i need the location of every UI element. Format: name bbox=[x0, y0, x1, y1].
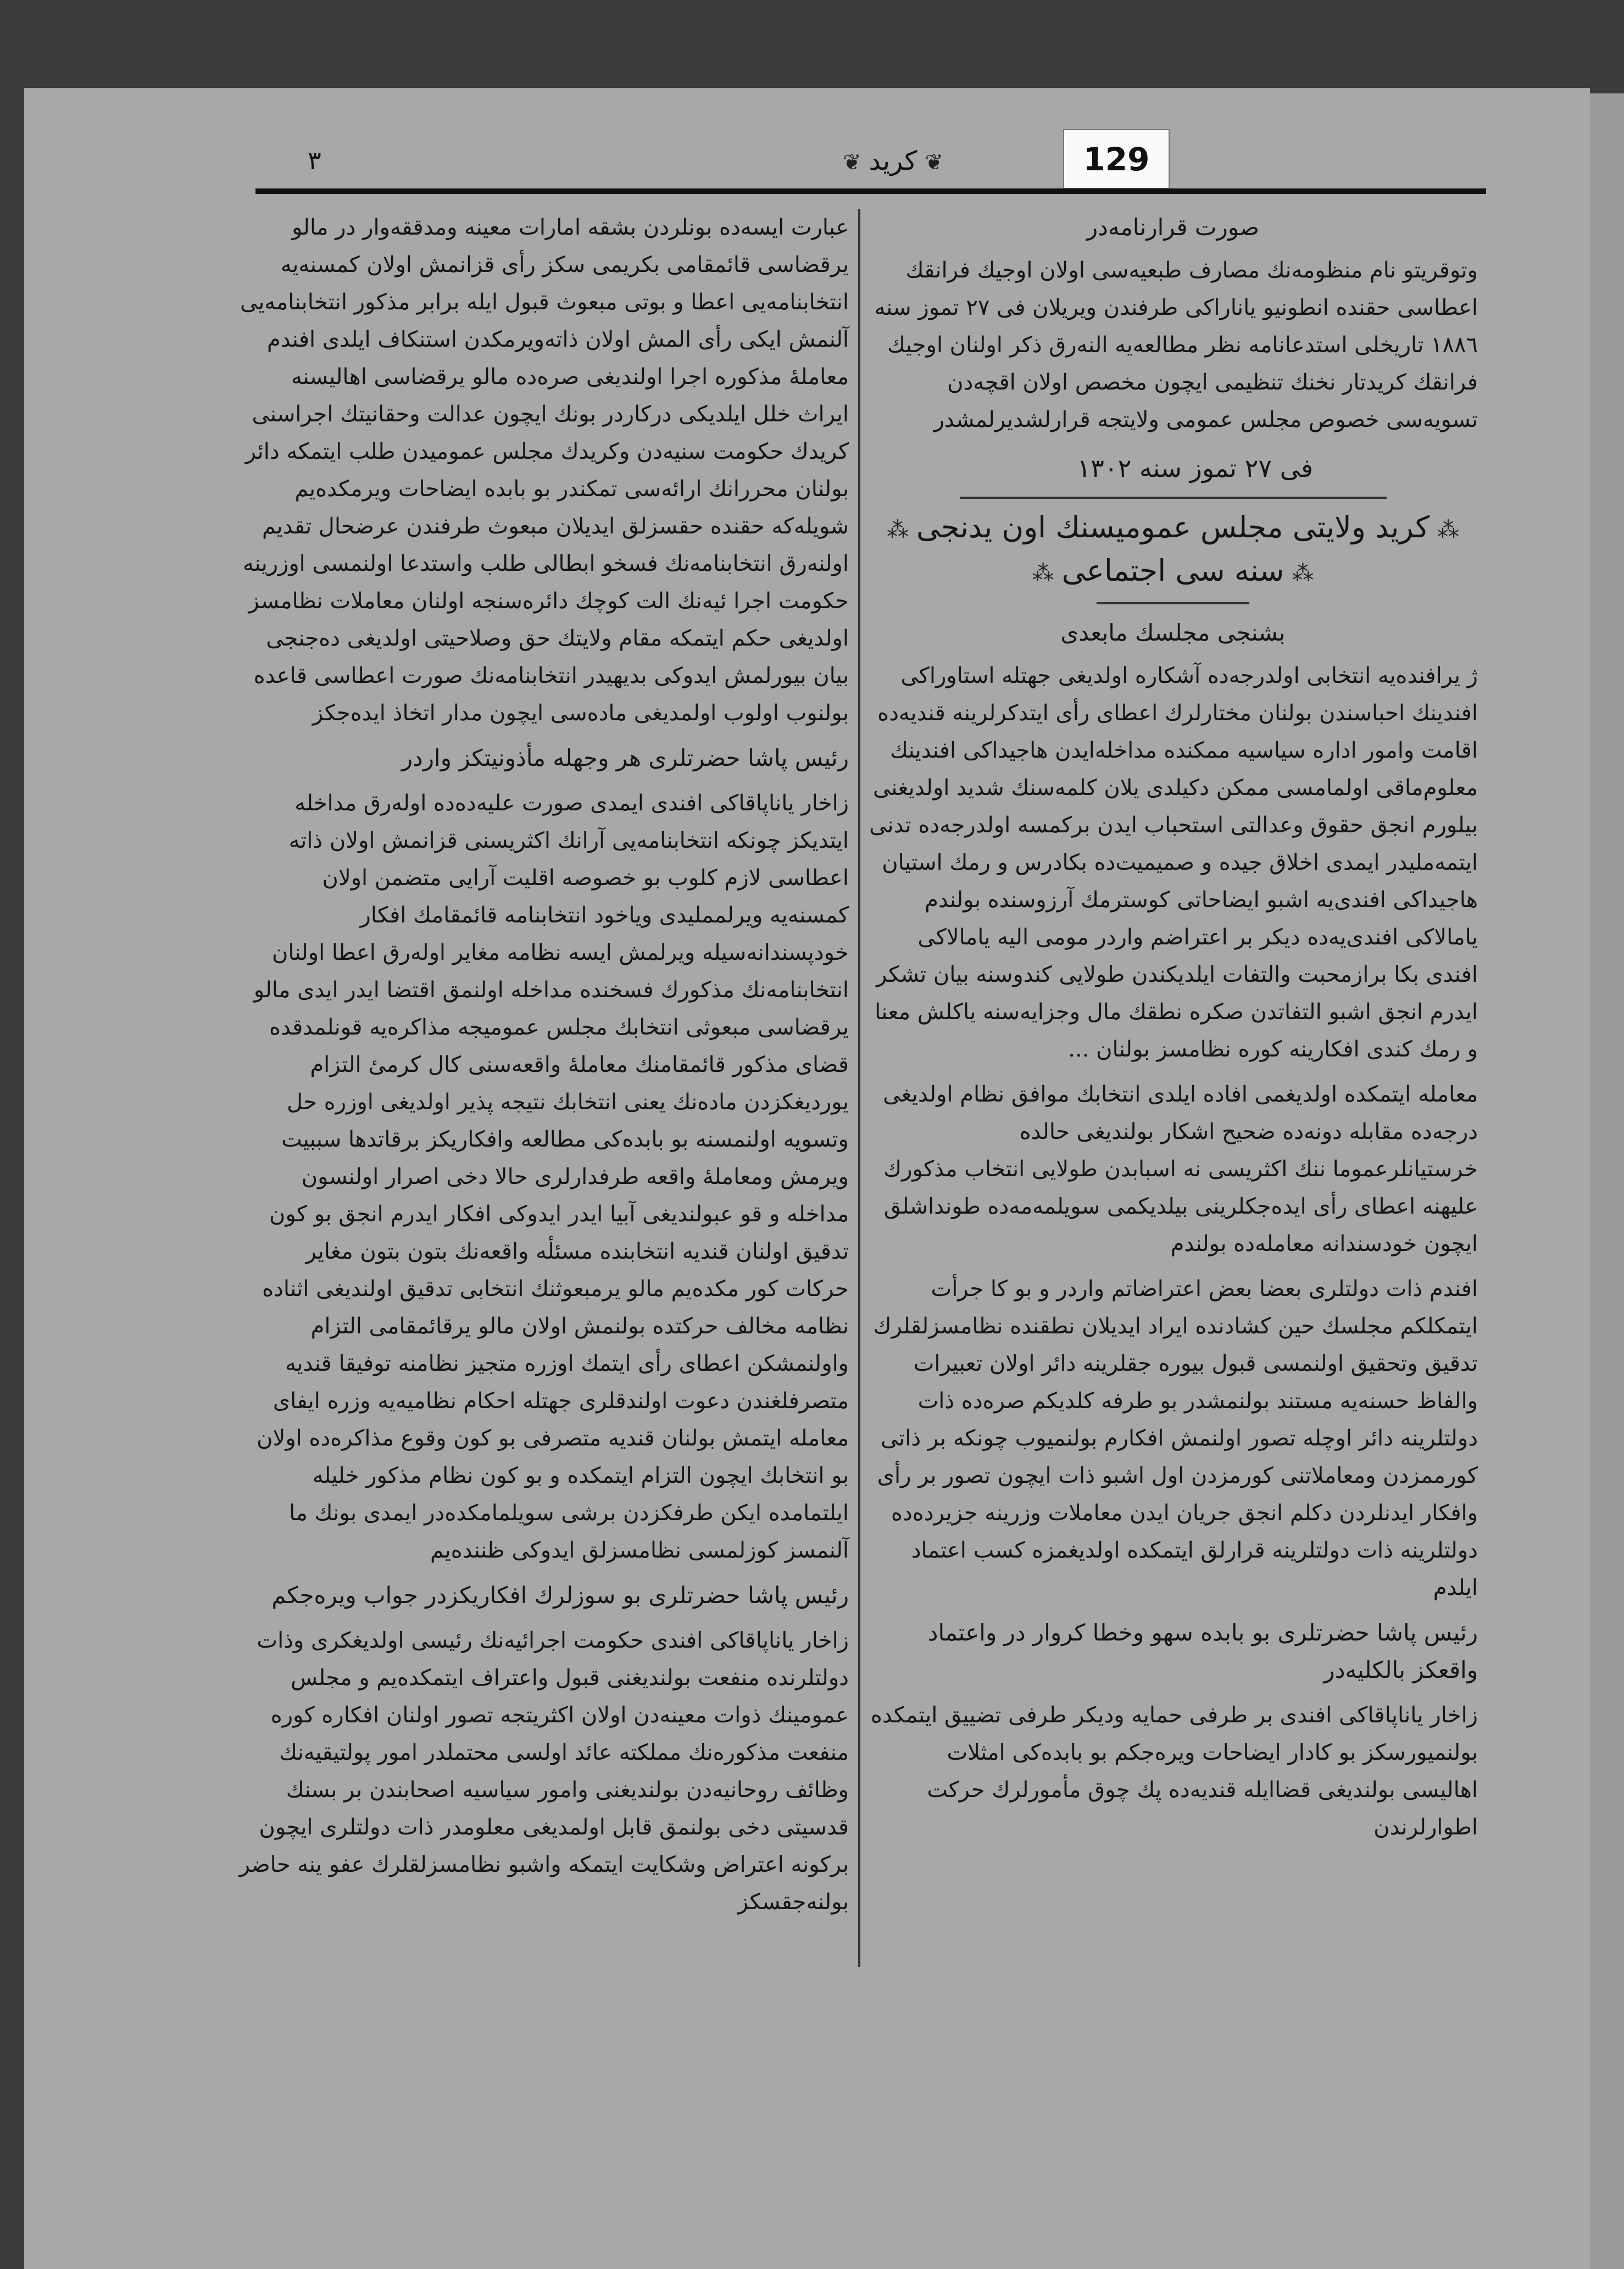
column-divider bbox=[858, 209, 860, 1967]
decision-text: وتوقریتو نام منظومه‌نك مصارف طبعیه‌سی اولان اوجیك فرانقك اعطاسی حقنده انطونیو یاناراكی طرفندن ویریلان فی ٢٧ تموز سنه ١٨٨٦ تاریخلی استدعانامه نظر مطالعه‌یه النه‌رق ذكر اولنان اوجیك فرانقك كریدتار نخنك تنظیمی ایچون مخصص اولان اقچه‌دن تسویه‌سی خصوص مجلس عمومی‌ ولایتجه قرارلشدیرلمشدر bbox=[874, 258, 1478, 432]
speech-paragraph: زاخار یاناپاقاكی افندی حكومت اجرائیه‌نك رئیسی اولدیغكری وذات دولتلرنده منفعت بولندیغنی قبول واعتراف ایتمكده‌یم و مجلس عمومینك ذوات معینه‌دن اولان اكثریتجه تصور اولنان افكاره كوره منفعت مذكوره‌نك مملكته عائد اولسی محتملدر امور پولتیقیه‌نك وظائف روحانیه‌دن بولندیغنی وامور سیاسیه اصحابندن بر بسنك قدسیتی دخی بولنمق قابل اولمدیغی معلومدر ذات دولتلری ایچون بركونه اعتراض وشكایت ایتمكه واشبو نظامسزلقلرك عفو ینه حاضر بولنه‌جقسكز bbox=[239, 1628, 849, 1915]
flourish-left-icon: ❦ bbox=[925, 150, 943, 175]
ornament-icon: ⁂ bbox=[1292, 561, 1314, 586]
assembly-heading-line1: كريد ولايتى مجلس عموميسنك اون يدنجى bbox=[916, 510, 1430, 544]
speech-paragraph: افندم ذات دولتلری بعضا بعض اعتراضاتم واردر و بو كا جرأت ایتمكلكم مجلسك حین كشادنده ایراد ایدیلان نطقنده نظامسزلقلرك تدقیق وتحقیق اولنمسی قبول بیوره جقلرینه دائر اولان تعبیرات والفاظ حسنه‌یه مستند بولنمشدر بو طرفه‌ كلدیكم صره‌ده ذات دولتلرینه دائر اوچله تصور اولنمش افكارم بولنمیوب چونكه بر ذاتی كورممزدن ومعاملاتنی كورمزدن اول اشبو ذات ایچون تصور بر رأی وافكار ایدنلردن دكلم انجق جریان ایدن معاملات وزرینه جزیرده‌ده دولتلرینه ذات دولتلرینه قرارلق ایتمكده اولدیغمزه كسب اعتماد ایلدم bbox=[873, 1276, 1478, 1600]
speech-paragraph: رئیس پاشا حضرتلری بو بابده‌ سهو وخطا كروار در واعتماد واقعكز بالكلیه‌در bbox=[927, 1619, 1478, 1683]
decision-date: فی ٢٧ تموز سنه ١٣٠٢ bbox=[1077, 453, 1313, 483]
archive-number-stamp: 129 bbox=[1063, 129, 1170, 189]
speech-paragraph: عبارت ایسه‌ده بونلردن بشقه امارات معینه ومدققه‌وار در مالو یرقضاسی قائمقامی بكریمی سكز رأی قزانمش اولان كمسنه‌یه انتخابنامه‌یی اعطا و بوتی مبعوث قبول ایله برابر مذكور انتخابنامه‌یی آلنمش ایکی رأی المش اولان ذاته‌ویرمكدن استنكاف ایلدی افندم معامله‌ٔ مذكوره اجرا اولندیغی صره‌ده مالو یرقضاسی اهالیسنه ایراث خلل ایلدیكی دركاردر بونك ایچون عدالت وحقانیتك اجراسنی كریدك حكومت سنیه‌دن وكریدك مجلس عمومیدن طلب ایتمكه دائر بولنان محررانك ارائه‌سی تمكندر بو بابده ایضاحات ویرمكده‌یم شویله‌كه حقنده حقسزلق ایدیلان مبعوث طرفندن عرضحال تقدیم اولنه‌رق انتخابنامه‌نك فسخو ابطالی طلب واستدعا اولنمسی اوزرینه حكومت اجرا ئیه‌نك الت كوچك دائره‌سنجه اولنان معاملات نظامسز اولدیغی حكم ایتمكه مقام ولایتك حق وصلاحیتی اولدیغی ده‌جنجی بیان بیورلمش ایدوكی بدیهیدر انتخابنامه‌نك صورت اعطاسی قاعده‌ بولنوب اولوب اولمدیغی ماده‌سی ایچون مدار اتخاذ ایده‌جكز bbox=[240, 215, 849, 726]
page-number: ٣ bbox=[308, 146, 321, 175]
flourish-right-icon: ❦ bbox=[843, 150, 861, 175]
speech-paragraph: زاخار یاناپاقاكی افندی ایمدی صورت علیه‌ده‌ده اوله‌رق مداخله ایتدیكز چونكه انتخابنامه‌یی آرانك اكثریسنی قزانمش اولان ذاته اعطاسی لازم كلوب بو خصوصه اقلیت آرایی متضمن اولان كمسنه‌یه ویرلمملیدی ویاخود انتخابنامه قائمقامك افكار خودپسندانه‌سیله ویرلمش ایسه نظامه مغایر اوله‌رق اعطا اولنان انتخابنامه‌نك مذكورك فسخنده مداخله اولنمق اقتضا ایدر ایدی مالو یرقضاسی مبعوثی انتخابك مجلس عمومیجه مذاكره‌یه قونلمدقده قضای مذكور قائمقامنك معامله‌ٔ واقعه‌سنی كال كرمیٔ التزام یوردیغكزدن ماده‌نك یعنی انتخابك نتیجه پذیر اولدیغی اوزره حل وتسویه اولنمسنه بو بابده‌كی مطالعه وافكاریكز برقاتدها سببیت ویرمش ومعامله‌ٔ واقعه طرفدارلری حالا دخی اصرار اولنسون مداخله و قو عبولندیغی آبیا ایدر ایدوكی افكار ایدرم انجق بو كون تدقیق اولنان قندیه انتخابنده مسئلٔه واقعه‌نك بتون بتون مغایر حركات كور مكده‌یم مالو یرمبعوثنك انتخابی تدقیق اولندیغی اثناده نظامه مخالف حركتده بولنمش اولان مالو یرقائمقامی التزام واولنمشكن اعطای رأی ایتمك اوزره متجیز نظامنه توفیقا قندیه متصرفلغندن دعوت اولندقلری جهتله احكام نظامیه‌یه وزره ایفای معامله ایتمش بولنان قندیه متصرفی بو كون وقوع مذاكره‌ده اولان بو انتخابك ایچون التزام ایتمكده و بو كون نظام مذكور خلیله ایلتمامده ایکن طرفكزدن برشی سویلمامكده‌در ایمدی بونك ما آلنمسز كوزلمسی نظامسزلق ایدوكی ظننده‌یم bbox=[253, 791, 849, 1563]
assembly-heading-line2: سنه سى اجتماعى bbox=[1061, 553, 1284, 588]
speech-paragraph: زاخار یاناپاقاكی افندی بر طرفی حمایه ودیكر طرفی تضییق ایتمكده بولنمیورسكز بو كادار ایضاحات ویره‌جكم بو بابده‌كی امثلات اهالیسی بولندیغی قضاایله قندیه‌ده پك چوق مأمورلرك حركت اطوارلرندن bbox=[870, 1703, 1478, 1840]
section-rule bbox=[1097, 602, 1249, 604]
newspaper-title-text: كريد bbox=[869, 146, 917, 176]
speech-paragraph: معامله ایتمكده اولدیغمی افاده ایلدی انتخابك موافق نظام اولدیغی درجه‌ده مقابله دونه‌ده ضحیح اشكار بولندیغی حالده خرستیانلرعموما ننك اكثریسی نه اسبابدن طولایی انتخاب مذكورك علیهنه اعطای رأی ایده‌جكلرینی بیلدیكمی سویلمه‌مه‌ده‌ طونداشلق ایچون خودسندانه معامله‌ده بولندم bbox=[883, 1082, 1478, 1256]
speech-paragraph: رئیس پاشا حضرتلری بو سوزلرك افكاریكزدر جواب ویره‌جكم bbox=[271, 1582, 849, 1609]
assembly-heading bbox=[868, 509, 1478, 549]
assembly-subheading bbox=[868, 552, 1478, 592]
speech-paragraph: رئیس پاشا حضرتلری هر وجهله مأذونیتكز واردر bbox=[401, 744, 849, 771]
decision-heading: صورت قرارنامه‌در bbox=[1086, 214, 1260, 241]
speech-paragraph: ژ یرافنده‌یه انتخابی اولدرجه‌ده آشكاره اولدیغی جهتله استاوراكی افندینك احباسندن بولنان مختارلرك اعطای رأی ایتدكرلرینه قندیه‌ده اقامت وامور اداره‌ سیاسیه‌ ممكنده مداخله‌ایدن هاجیداكی افندینك معلوم‌ماقی اولمامسی ممكن دكیلدی یلان كلمه‌سنك شدید اولدیغنی بیلورم انجق حقوق وعدالتی استحباب ایدن بركمسه اولدرجه‌ده تدنی ایتمه‌ملیدر ایمدی اخلاق جیده‌ و صمیمیت‌ده بكادرس و رمك استیان هاجیداكی افندی‌یه اشبو ایضاحاتی كوسترمك آرزوسنده بولندم یامالاكی افندی‌یه‌ده‌ دیكر بر اعتراضم واردر مومی الیه یامالاكی افندی بكا برازمحبت والتفات ایلدیكندن طولایی كندوسنه بیان تشكر ایدرم انجق اشبو التفاتدن صكره نطقك مال وجزایه‌سنه یاكلش معنا و رمك كندی افكارینه كوره نظامسز بولنان ... bbox=[869, 663, 1478, 1062]
session-heading: بشنجى مجلسك مابعدى bbox=[1060, 619, 1286, 646]
left-column bbox=[239, 209, 849, 1928]
right-column bbox=[868, 209, 1478, 1854]
newspaper-title bbox=[835, 146, 951, 176]
ornament-icon: ⁂ bbox=[1437, 518, 1459, 543]
ornament-icon: ⁂ bbox=[1032, 561, 1054, 586]
ornament-icon: ⁂ bbox=[887, 518, 909, 543]
section-rule bbox=[960, 497, 1387, 499]
header-rule bbox=[255, 188, 1486, 194]
